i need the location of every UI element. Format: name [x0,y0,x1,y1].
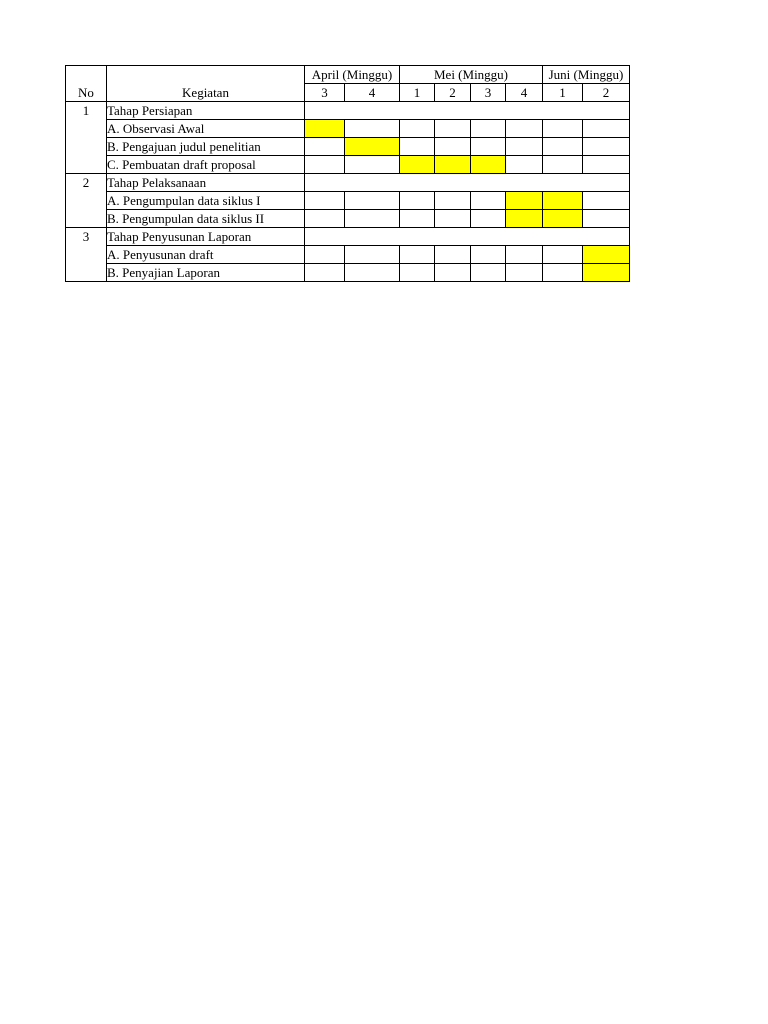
schedule-cell-marked [435,156,471,174]
schedule-cell [435,192,471,210]
activity-row [66,192,630,210]
stage-row [66,228,630,246]
schedule-cell-marked [471,156,506,174]
schedule-cell-marked [305,120,345,138]
stage-number: 2 [66,174,107,228]
schedule-cell [400,210,435,228]
stage-blank-cell [305,174,630,192]
schedule-cell [305,264,345,282]
schedule-cell [345,120,400,138]
stage-row [66,174,630,192]
schedule-cell [435,120,471,138]
header-month-april: April (Minggu) [305,66,400,84]
schedule-cell [400,120,435,138]
stage-title: Tahap Penyusunan Laporan [107,228,305,246]
schedule-cell [471,120,506,138]
header-week: 1 [400,84,435,102]
activity-row [66,156,630,174]
schedule-cell [506,138,543,156]
stage-title: Tahap Persiapan [107,102,305,120]
schedule-cell [435,138,471,156]
header-week: 2 [435,84,471,102]
header-row-months [66,66,630,84]
schedule-cell [345,246,400,264]
schedule-cell [543,138,583,156]
schedule-cell [583,192,630,210]
schedule-cell [506,264,543,282]
header-week: 3 [305,84,345,102]
schedule-cell [435,264,471,282]
activity-name: A. Pengumpulan data siklus I [107,192,305,210]
stage-title: Tahap Pelaksanaan [107,174,305,192]
stage-number: 1 [66,102,107,174]
schedule-cell [400,264,435,282]
schedule-cell [506,246,543,264]
schedule-cell [583,138,630,156]
activity-name: B. Penyajian Laporan [107,264,305,282]
stage-row [66,102,630,120]
stage-blank-cell [305,228,630,246]
schedule-cell [583,156,630,174]
schedule-cell [471,210,506,228]
schedule-cell [345,156,400,174]
schedule-cell [583,210,630,228]
schedule-cell-marked [543,192,583,210]
header-week: 4 [506,84,543,102]
schedule-cell-marked [506,210,543,228]
schedule-cell [305,192,345,210]
activity-name: B. Pengajuan judul penelitian [107,138,305,156]
schedule-cell-marked [506,192,543,210]
header-month-mei: Mei (Minggu) [400,66,543,84]
schedule-cell-marked [400,156,435,174]
schedule-cell [543,264,583,282]
schedule-cell-marked [583,246,630,264]
activity-name: B. Pengumpulan data siklus II [107,210,305,228]
schedule-cell [543,156,583,174]
schedule-cell-marked [345,138,400,156]
activity-row [66,138,630,156]
schedule-cell [435,246,471,264]
schedule-cell [471,138,506,156]
header-month-juni: Juni (Minggu) [543,66,630,84]
schedule-cell [400,246,435,264]
schedule-cell [305,210,345,228]
activity-row [66,210,630,228]
schedule-cell [506,156,543,174]
activity-row [66,264,630,282]
header-week: 1 [543,84,583,102]
header-activity: Kegiatan [107,66,305,102]
schedule-cell [471,246,506,264]
activity-name: C. Pembuatan draft proposal [107,156,305,174]
header-week: 2 [583,84,630,102]
header-no: No [66,66,107,102]
schedule-cell [543,120,583,138]
schedule-cell [305,138,345,156]
schedule-cell [305,156,345,174]
schedule-cell [435,210,471,228]
schedule-table [65,65,630,282]
schedule-cell [543,246,583,264]
activity-name: A. Observasi Awal [107,120,305,138]
header-week: 3 [471,84,506,102]
schedule-cell [583,120,630,138]
stage-number: 3 [66,228,107,282]
schedule-cell [345,192,400,210]
activity-row [66,246,630,264]
schedule-cell [400,192,435,210]
schedule-cell [345,210,400,228]
schedule-cell [345,264,400,282]
schedule-cell [305,246,345,264]
stage-blank-cell [305,102,630,120]
schedule-cell-marked [543,210,583,228]
schedule-cell-marked [583,264,630,282]
schedule-cell [400,138,435,156]
header-week: 4 [345,84,400,102]
activity-row [66,120,630,138]
schedule-cell [471,192,506,210]
schedule-cell [471,264,506,282]
activity-name: A. Penyusunan draft [107,246,305,264]
schedule-cell [506,120,543,138]
